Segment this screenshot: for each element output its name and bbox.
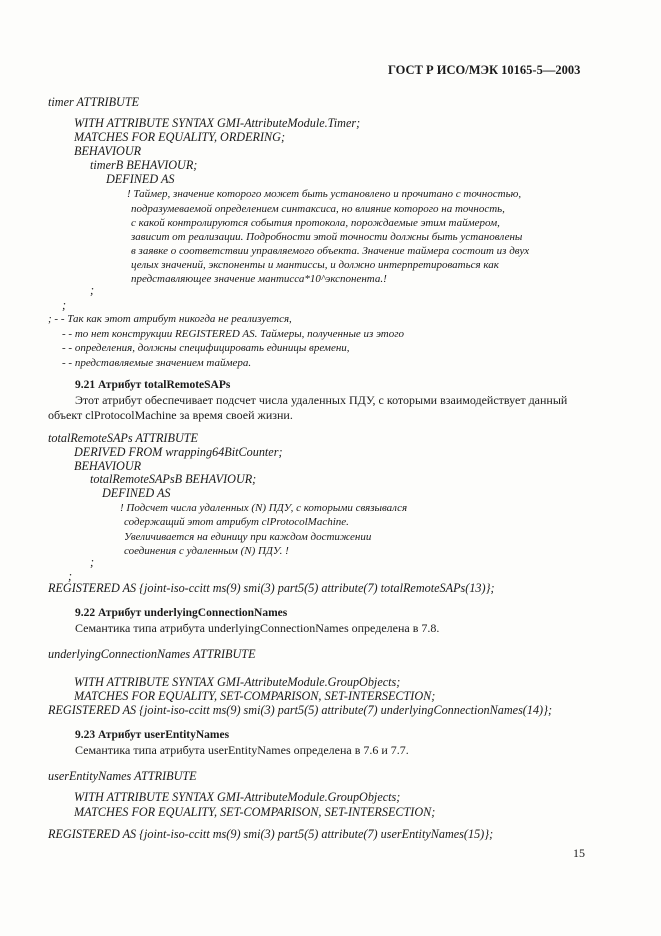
total-remote-saps-title: totalRemoteSAPs ATTRIBUTE (48, 431, 198, 445)
paragraph-line: Этот атрибут обеспечивает подсчет числа удаленных ПДУ, с которыми взаимодействует данный (75, 393, 568, 407)
registered-as-line: REGISTERED AS {joint-iso-ccitt ms(9) smi(3) part5(5) attribute(7) userEntityNames(15)}; (48, 827, 494, 841)
registered-as-line: REGISTERED AS {joint-iso-ccitt ms(9) smi(3) part5(5) attribute(7) totalRemoteSAPs(13)}; (48, 581, 495, 595)
definition-line: зависит от реализации. Подробности этой точности должны быть установлены (131, 231, 523, 243)
code-line: WITH ATTRIBUTE SYNTAX GMI-AttributeModule.GroupObjects; (74, 790, 401, 804)
paragraph-line: объект clProtocolMachine за время своей жизни. (48, 408, 293, 422)
code-line: ; (68, 569, 73, 583)
code-line: MATCHES FOR EQUALITY, SET-COMPARISON, SET-INTERSECTION; (74, 689, 436, 703)
definition-line: с какой контролируются события протокола, порождаемые этим таймером, (131, 217, 500, 229)
user-entity-names-title: userEntityNames ATTRIBUTE (48, 769, 197, 783)
section-heading-9-23: 9.23 Атрибут userEntityNames (75, 729, 230, 741)
code-line: DEFINED AS (106, 172, 175, 186)
paragraph-line: Семантика типа атрибута userEntityNames определена в 7.6 и 7.7. (75, 743, 409, 757)
comment-line: ; - - Так как этот атрибут никогда не реализуется, (48, 313, 292, 325)
definition-line: Увеличивается на единицу при каждом достижении (124, 531, 372, 543)
section-heading-9-21: 9.21 Атрибут totalRemoteSAPs (75, 379, 231, 391)
comment-line: - - определения, должны специфицировать единицы времени, (62, 342, 350, 354)
code-line: timerB BEHAVIOUR; (90, 158, 198, 172)
code-line: ; (90, 555, 95, 569)
registered-as-line: REGISTERED AS {joint-iso-ccitt ms(9) smi(3) part5(5) attribute(7) underlyingConnectionNames(14)}; (48, 703, 553, 717)
paragraph-line: Семантика типа атрибута underlyingConnectionNames определена в 7.8. (75, 621, 440, 635)
comment-line: - - представляемые значением таймера. (62, 357, 252, 369)
definition-line: ! Таймер, значение которого может быть установлено и прочитано с точностью, (127, 188, 522, 200)
code-line: ; (90, 283, 95, 297)
code-line: ; (62, 298, 67, 312)
definition-line: в заявке о соответствии управляемого объекта. Значение таймера состоит из двух (131, 245, 530, 257)
page-number: 15 (573, 846, 585, 860)
code-line: DEFINED AS (102, 486, 171, 500)
section-heading-9-22: 9.22 Атрибут underlyingConnectionNames (75, 607, 288, 619)
code-line: WITH ATTRIBUTE SYNTAX GMI-AttributeModule.GroupObjects; (74, 675, 401, 689)
code-line: totalRemoteSAPsB BEHAVIOUR; (90, 472, 257, 486)
code-line: WITH ATTRIBUTE SYNTAX GMI-AttributeModule.Timer; (74, 116, 361, 130)
definition-line: содержащий этот атрибут clProtocolMachine. (124, 516, 349, 528)
timer-attribute-title: timer ATTRIBUTE (48, 95, 140, 109)
comment-line: - - то нет конструкции REGISTERED AS. Таймеры, полученные из этого (62, 328, 405, 340)
code-line: DERIVED FROM wrapping64BitCounter; (74, 445, 283, 459)
definition-line: ! Подсчет числа удаленных (N) ПДУ, с которыми связывался (120, 502, 408, 514)
code-line: MATCHES FOR EQUALITY, SET-COMPARISON, SET-INTERSECTION; (74, 805, 436, 819)
definition-line: представляющее значение мантисса*10^экспонента.! (131, 273, 387, 285)
underlying-connection-names-title: underlyingConnectionNames ATTRIBUTE (48, 647, 256, 661)
code-line: MATCHES FOR EQUALITY, ORDERING; (74, 130, 286, 144)
page-header-standard: ГОСТ Р ИСО/МЭК 10165-5—2003 (388, 63, 581, 77)
definition-line: целых значений, экспоненты и мантиссы, и должно интерпретироваться как (131, 259, 499, 271)
definition-line: соединения с удаленным (N) ПДУ. ! (124, 545, 289, 557)
definition-line: подразумеваемой определением синтаксиса, но влияние которого на точность, (131, 203, 505, 215)
code-line: BEHAVIOUR (74, 144, 142, 158)
code-line: BEHAVIOUR (74, 459, 142, 473)
